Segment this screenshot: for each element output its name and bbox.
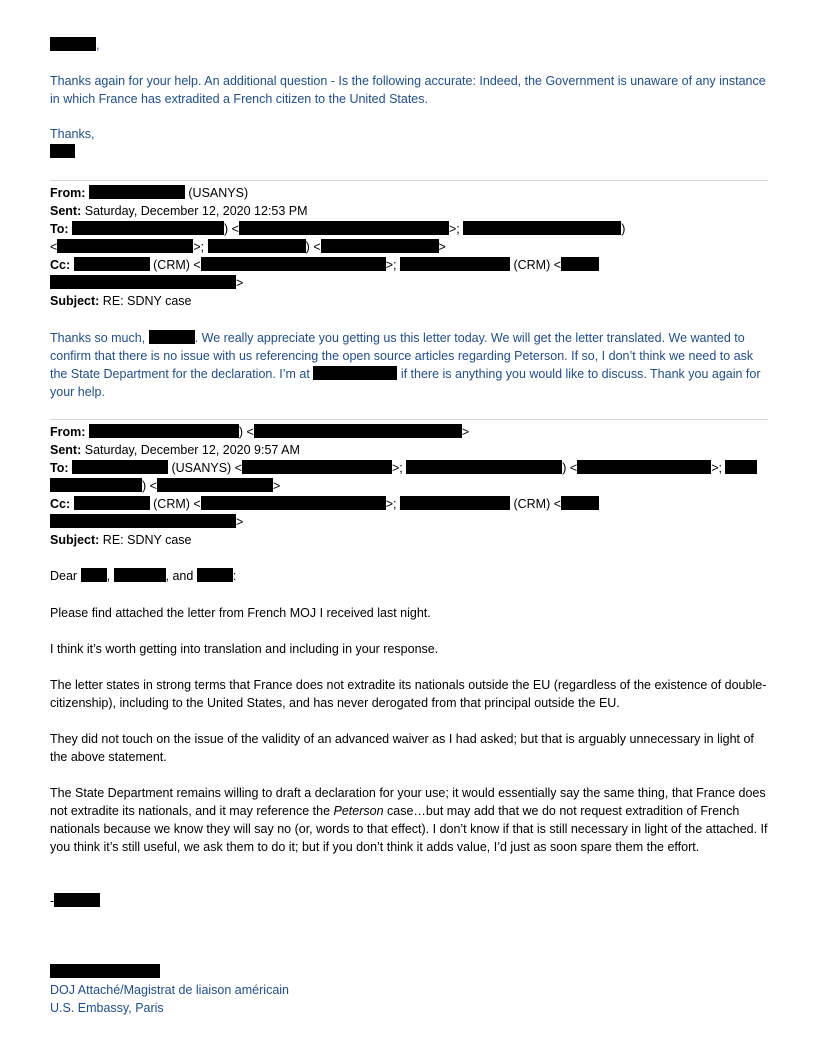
email3-greeting: Dear , , and : <box>50 569 237 583</box>
email3-to-cont: ) < > <box>50 478 280 495</box>
email3-subject <box>50 532 192 549</box>
redaction <box>577 460 711 474</box>
text-fragment: (CRM) <box>513 497 551 511</box>
greeting-line: , <box>50 37 99 54</box>
text-fragment: From: <box>50 425 86 439</box>
redaction <box>50 275 236 289</box>
email2-cc: Cc: (CRM) < >; (CRM) < <box>50 257 599 274</box>
email3-cc-cont: > <box>50 514 243 531</box>
divider <box>50 180 768 181</box>
email2-body <box>50 329 768 401</box>
redaction <box>114 568 166 582</box>
redaction <box>400 496 510 510</box>
email3-to: To: (USANYS) < >; ) < >; <box>50 460 757 477</box>
email2-sent <box>50 203 308 220</box>
redaction <box>463 221 621 235</box>
redaction <box>74 496 150 510</box>
redaction <box>74 257 150 271</box>
email2-to: To: ) < >; ) <box>50 222 626 236</box>
text-fragment: (USANYS) <box>188 186 249 200</box>
redaction <box>400 257 510 271</box>
redaction <box>561 257 599 271</box>
signature-name <box>50 964 160 981</box>
redaction <box>201 496 386 510</box>
redaction <box>72 460 168 474</box>
signature-office: U.S. Embassy, Paris <box>50 1001 164 1015</box>
email2-from <box>50 185 248 202</box>
redaction <box>197 568 233 582</box>
text-fragment: RE: SDNY case <box>102 533 192 547</box>
signature-title: DOJ Attaché/Magistrat de liaison américain <box>50 983 289 997</box>
text-fragment: if there is anything you would like to discuss. Thank you again for your help. <box>50 367 761 399</box>
text-fragment: To: <box>50 461 69 475</box>
text-fragment: RE: SDNY case <box>102 294 192 308</box>
email3-sent <box>50 442 300 459</box>
text-fragment: Subject: <box>50 533 100 547</box>
email3-p5 <box>50 784 768 856</box>
reply-signature <box>50 144 75 161</box>
text-fragment: Saturday, December 12, 2020 12:53 PM <box>84 204 308 218</box>
redaction <box>239 221 449 235</box>
text-fragment: Thanks so much, <box>50 331 146 345</box>
email2-to-cont: < >; ) < > <box>50 240 446 254</box>
reply-body: Thanks again for your help. An additional question - Is the following accurate: Indeed, the Government is unaware of any instance in which France has extradited a French citizen to the United States. <box>50 74 766 106</box>
text-fragment: Sent: <box>50 443 82 457</box>
text-fragment: Peterson <box>333 804 384 818</box>
redaction <box>50 478 142 492</box>
text-fragment: . We really appreciate you getting us this letter today. We will get the letter translated. We wanted to confirm that there is no issue with us referencing the open source articles regarding Peterson. If so, I don’t think we need to ask the State Department for the declaration. I’m at <box>50 331 754 381</box>
email2-subject <box>50 293 192 310</box>
redaction <box>201 257 386 271</box>
text-fragment: Subject: <box>50 294 100 308</box>
text-fragment: From: <box>50 186 86 200</box>
text-fragment: Dear <box>50 569 78 583</box>
redaction <box>561 496 599 510</box>
redaction <box>313 366 397 380</box>
redaction <box>50 964 160 978</box>
redaction <box>89 424 239 438</box>
email2-cc-cont: > <box>50 275 243 292</box>
text-fragment: (USANYS) <box>171 461 232 475</box>
redaction <box>157 478 273 492</box>
redaction <box>57 239 193 253</box>
email3-p4: They did not touch on the issue of the validity of an advanced waiver as I had asked; but that is arguably unnecessary in light of the above statement. <box>50 732 754 764</box>
email3-p3: The letter states in strong terms that France does not extradite its nationals outside the EU (regardless of the existence of double-citizenship), including to the United States, and has never derogated from that principal outside the EU. <box>50 678 767 710</box>
redaction <box>725 460 757 474</box>
redaction <box>254 424 462 438</box>
redaction <box>81 568 107 582</box>
redaction <box>149 330 195 344</box>
text-fragment: Cc: <box>50 497 71 511</box>
redaction <box>50 514 236 528</box>
text-fragment: (CRM) <box>513 258 551 272</box>
text-fragment: The State Department remains willing to draft a declaration for your use; it would essentially say the same thing, that France does not extradite its nationals, and it may reference the <box>50 786 766 818</box>
divider <box>50 419 768 420</box>
text-fragment: Saturday, December 12, 2020 9:57 AM <box>84 443 300 457</box>
text-fragment: To: <box>50 222 69 236</box>
text-fragment: (CRM) <box>153 497 190 511</box>
redaction <box>72 221 224 235</box>
email3-p2: I think it’s worth getting into translation and including in your response. <box>50 642 439 656</box>
redaction <box>89 185 185 199</box>
redaction <box>242 460 392 474</box>
text-fragment: case…but may add that we do not request extradition of French nationals because we know they will say no (or, words to that effect). I don’t know if that is still necessary in light of the attached. If you think it’s still useful, we ask them to do it; but if you don’t think it adds value, I’d just as soon spare them the effort. <box>50 804 768 854</box>
email3-from: From: ) < > <box>50 425 470 439</box>
redaction <box>50 37 96 51</box>
text-fragment: (CRM) <box>153 258 190 272</box>
redaction <box>50 144 75 158</box>
reply-closing: Thanks, <box>50 127 95 141</box>
email3-signoff <box>50 893 100 910</box>
redaction <box>54 893 100 907</box>
text-fragment: - <box>50 894 55 908</box>
text-fragment: Cc: <box>50 258 71 272</box>
redaction <box>406 460 562 474</box>
text-fragment: Sent: <box>50 204 82 218</box>
text-fragment: , and <box>165 569 194 583</box>
redaction <box>321 239 439 253</box>
redaction <box>208 239 306 253</box>
email3-cc: Cc: (CRM) < >; (CRM) < <box>50 496 599 513</box>
email3-p1: Please find attached the letter from French MOJ I received last night. <box>50 606 431 620</box>
